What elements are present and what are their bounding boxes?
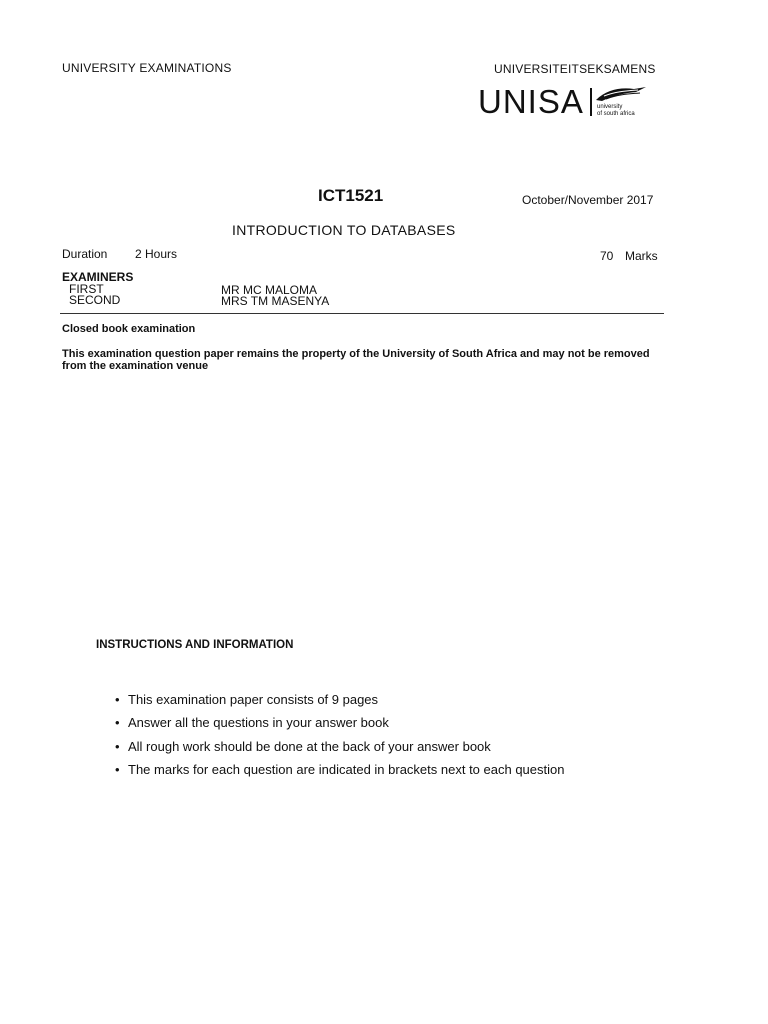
divider-line — [60, 313, 664, 314]
second-examiner-name: MRS TM MASENYA — [221, 294, 330, 308]
logo-sub-line1: university — [597, 104, 623, 110]
logo-sub-line2: of south africa — [597, 111, 635, 117]
header-right: UNIVERSITEITSEKSAMENS — [494, 62, 656, 76]
bullet-icon: • — [115, 692, 120, 707]
bird-icon — [594, 84, 648, 104]
logo-subtitle — [597, 104, 635, 118]
bullet-icon: • — [115, 738, 120, 754]
bullet-icon: • — [115, 715, 120, 731]
marks-value: 70 — [600, 249, 614, 263]
first-examiner-label: FIRST — [69, 282, 104, 296]
instructions-list — [115, 688, 564, 781]
header-left: UNIVERSITY EXAMINATIONS — [62, 61, 232, 75]
marks-label: Marks — [625, 249, 658, 263]
bullet-icon: • — [115, 761, 120, 777]
list-item: • Answer all the questions in your answer book — [115, 711, 564, 734]
course-code: ICT1521 — [318, 186, 384, 205]
second-examiner-label: SECOND — [69, 293, 121, 307]
subject-title: INTRODUCTION TO DATABASES — [232, 222, 456, 238]
logo-divider — [590, 88, 592, 116]
instructions-title: INSTRUCTIONS AND INFORMATION — [96, 639, 294, 651]
closed-book-note: Closed book examination — [62, 323, 196, 335]
exam-session: October/November 2017 — [522, 193, 654, 207]
property-notice: This examination question paper remains the property of the University of South Africa and may not be removed from the examination venue — [62, 348, 650, 372]
duration-label: Duration — [62, 247, 108, 261]
list-item: • The marks for each question are indicated in brackets next to each question — [115, 758, 564, 781]
list-item: • This examination paper consists of 9 pages — [115, 688, 564, 711]
examiners-heading: EXAMINERS — [62, 270, 134, 284]
first-examiner-name: MR MC MALOMA — [221, 283, 317, 297]
list-item: • All rough work should be done at the back of your answer book — [115, 735, 564, 758]
logo-wordmark: UNISA — [478, 83, 584, 120]
duration-value: 2 Hours — [135, 247, 178, 261]
unisa-logo — [478, 82, 658, 122]
